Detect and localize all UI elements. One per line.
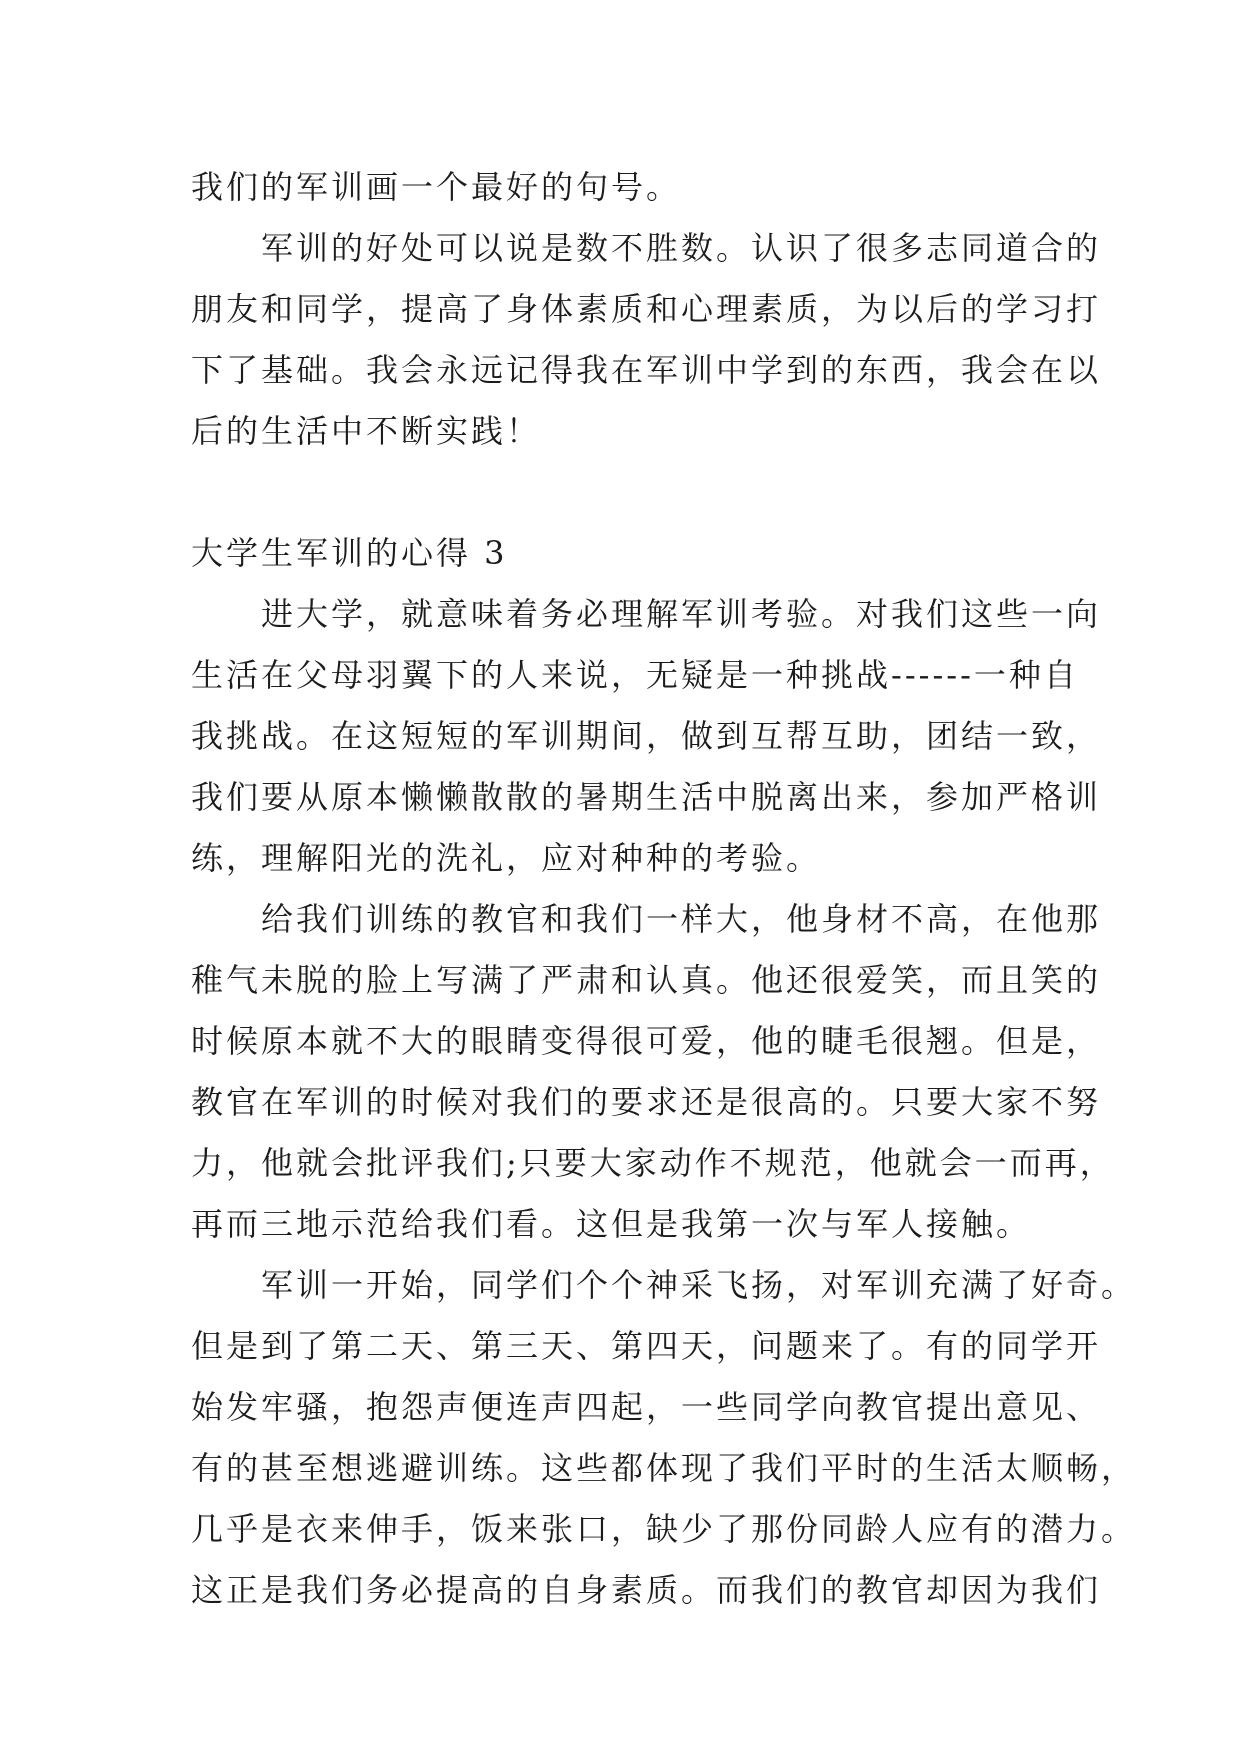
text-line: 始发牢骚，抱怨声便连声四起，一些同学向教官提出意见、 <box>191 1388 1102 1426</box>
section-gap <box>191 462 1071 523</box>
text-line: 生活在父母羽翼下的人来说，无疑是一种挑战------一种自 <box>191 656 1079 694</box>
paragraph-start: 军训的好处可以说是数不胜数。认识了很多志同道合的 <box>261 229 1102 267</box>
text-line: 但是到了第二天、第三天、第四天，问题来了。有的同学开 <box>191 1327 1102 1365</box>
document-body <box>191 157 1137 1621</box>
text-line: 这正是我们务必提高的自身素质。而我们的教官却因为我们 <box>191 1571 1102 1609</box>
text-line: 教官在军训的时候对我们的要求还是很高的。只要大家不努 <box>191 1083 1102 1121</box>
text-line: 下了基础。我会永远记得我在军训中学到的东西，我会在以 <box>191 351 1102 389</box>
text-line: 稚气未脱的脸上写满了严肃和认真。他还很爱笑，而且笑的 <box>191 961 1102 999</box>
text-line: 时候原本就不大的眼睛变得很可爱，他的睫毛很翘。但是， <box>191 1022 1102 1060</box>
text-line: 练，理解阳光的洗礼，应对种种的考验。 <box>191 839 822 877</box>
paragraph-start: 进大学，就意味着务必理解军训考验。对我们这些一向 <box>261 595 1102 633</box>
section-heading: 大学生军训的心得 3 <box>191 534 508 572</box>
text-line: 再而三地示范给我们看。这但是我第一次与军人接触。 <box>191 1205 1032 1243</box>
text-line: 有的甚至想逃避训练。这些都体现了我们平时的生活太顺畅， <box>191 1449 1137 1487</box>
text-line: 我们要从原本懒懒散散的暑期生活中脱离出来，参加严格训 <box>191 778 1102 816</box>
text-line: 我挑战。在这短短的军训期间，做到互帮互助，团结一致， <box>191 717 1102 755</box>
paragraph-start: 给我们训练的教官和我们一样大，他身材不高，在他那 <box>261 900 1102 938</box>
text-line: 后的生活中不断实践！ <box>191 412 542 450</box>
paragraph-start: 军训一开始，同学们个个神采飞扬，对军训充满了好奇。 <box>261 1266 1137 1304</box>
text-line: 朋友和同学，提高了身体素质和心理素质，为以后的学习打 <box>191 290 1102 328</box>
text-line: 我们的军训画一个最好的句号。 <box>191 168 682 206</box>
text-line: 几乎是衣来伸手，饭来张口，缺少了那份同龄人应有的潜力。 <box>191 1510 1137 1548</box>
text-line: 力，他就会批评我们;只要大家动作不规范，他就会一而再， <box>191 1144 1115 1182</box>
